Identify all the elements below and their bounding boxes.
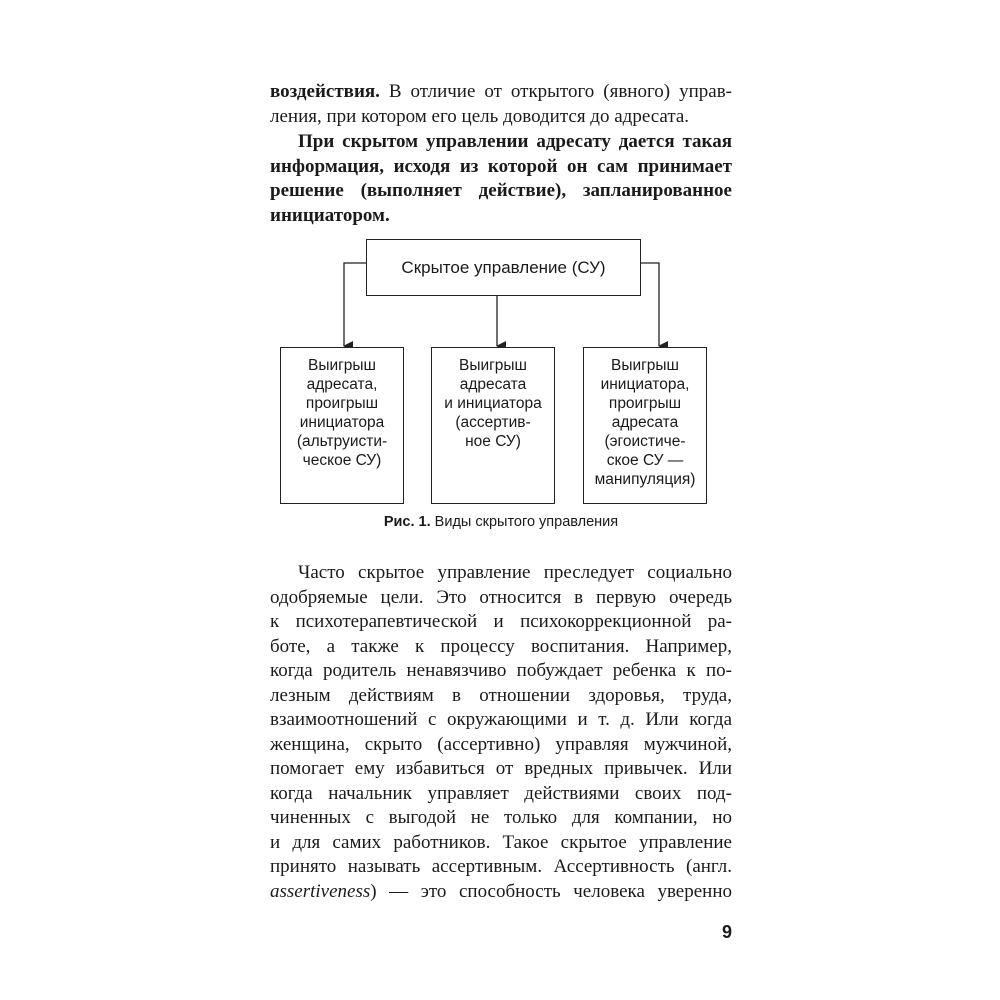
definition-line: инициатором. <box>270 204 390 226</box>
box-line: инициатора, <box>600 376 690 393</box>
intro-line-1 <box>270 80 732 105</box>
box-line: и инициатора <box>444 395 542 412</box>
box-line: (ассертив- <box>455 414 531 431</box>
body-line: лезным действиям в отношении здоровья, труда, <box>270 684 732 706</box>
body-line: когда родитель ненавязчиво побуждает ребенка к по- <box>270 660 732 681</box>
assertive-control-box <box>431 347 555 504</box>
intro-paragraph <box>270 80 732 129</box>
body-line-last <box>270 880 732 905</box>
definition-line: информация, исходя из которой он сам принимает <box>270 155 732 177</box>
box-line: ческое СУ) <box>302 452 382 469</box>
box-line: Выигрыш <box>459 357 527 374</box>
arrow-right <box>641 263 659 346</box>
body-line: когда начальник управляет действиями своих под- <box>270 782 732 804</box>
definition-line: решение (выполняет действие), запланированное <box>270 180 732 201</box>
body-line-last-rest: ) — это способность человека уверенно <box>370 880 732 902</box>
body-line: и для самих работников. Такое скрытое управление <box>270 831 732 853</box>
arrow-left <box>344 263 366 346</box>
box-line: ное СУ) <box>465 433 521 450</box>
definition-paragraph <box>270 130 732 228</box>
covert-control-label: Скрытое управление (СУ) <box>401 258 606 277</box>
figure-number: Рис. 1. <box>383 514 431 530</box>
intro-line-1-rest: В отличие от открытого (явного) управ- <box>379 81 732 102</box>
body-line: к психотерапевтической и психокоррекционной ра- <box>270 611 732 632</box>
body-line: одобряемые цели. Это относится в первую очередь <box>270 586 732 608</box>
body-paragraph <box>270 561 732 904</box>
page-number: 9 <box>722 922 733 942</box>
english-term: assertiveness <box>270 880 371 902</box>
body-line: женщина, скрыто (ассертивно) управляя мужчиной, <box>270 733 732 755</box>
body-line: помогает ему избавиться от вредных привычек. Или <box>270 758 732 779</box>
figure-title: Виды скрытого управления <box>430 514 619 530</box>
box-line: Выигрыш <box>308 357 376 374</box>
box-line: манипуляция) <box>594 471 696 488</box>
covert-control-diagram <box>270 236 732 516</box>
box-line: ское СУ — <box>606 452 684 469</box>
box-line: адресата, <box>306 376 378 393</box>
box-line: проигрыш <box>305 395 379 412</box>
altruistic-control-box <box>280 347 404 504</box>
covert-control-box <box>366 239 641 296</box>
box-line: (альтруисти- <box>296 433 388 450</box>
box-line: Выигрыш <box>611 357 679 374</box>
body-line: чиненных с выгодой не только для компании, но <box>270 807 732 828</box>
body-line: взаимоотношений с окружающими и т. д. Или когда <box>270 709 732 730</box>
body-line: боте, а также к процессу воспитания. Например, <box>270 635 732 657</box>
box-line: адресата <box>611 414 679 431</box>
box-line: адресата <box>459 376 527 393</box>
box-line: (эгоистиче- <box>604 433 686 450</box>
box-line: проигрыш <box>608 395 682 412</box>
egoistic-control-box <box>583 347 707 504</box>
intro-line-2: ления, при котором его цель доводится до адресата. <box>270 105 690 127</box>
figure-caption <box>270 514 732 530</box>
definition-line: При скрытом управлении адресату дается такая <box>298 131 732 152</box>
body-line: Часто скрытое управление преследует социально <box>298 562 732 583</box>
intro-bold-word: воздействия. <box>270 81 380 102</box>
box-line: инициатора <box>299 414 385 431</box>
body-line: принято называть ассертивным. Ассертивность (англ. <box>270 856 732 877</box>
